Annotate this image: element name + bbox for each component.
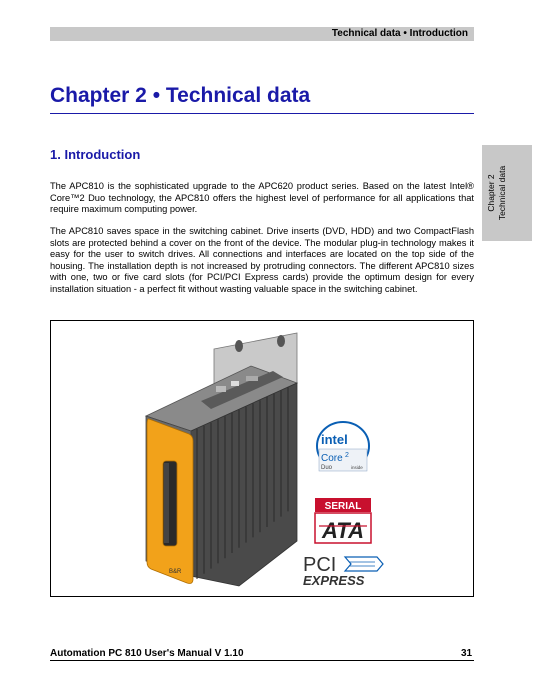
serial-ata-logo bbox=[315, 498, 371, 543]
pci-top: PCI bbox=[303, 554, 337, 576]
device-mark: B&R bbox=[169, 569, 182, 575]
intro-paragraph-1: The APC810 is the sophisticated upgrade to the APC620 product series. Based on the latest Intel® Core™2 Duo technology, the APC810 offers the highest level of performance for all applications that require maximum computing power. bbox=[50, 181, 474, 214]
intro-paragraph-2: The APC810 saves space in the switching cabinet. Drive inserts (DVD, HDD) and two CompactFlash slots are protected behind a cover on the front of the device. The modular plug-in technology makes it easy for the user to switch drives. All connections and interfaces are located on the top side of the housing. The installation depth is not increased by protruding connectors. The different APC810 sizes with one, two or five card slots (for PCI/PCI Express cards) provide the optimum design for every installation situation - a perfect fit without wasting valuable space in the switching cabinet. bbox=[50, 226, 474, 294]
sata-top: SERIAL bbox=[324, 501, 362, 512]
side-tab-label bbox=[486, 157, 508, 229]
device-front-cover bbox=[147, 419, 193, 584]
header-text: Technical data • Introduction bbox=[331, 28, 468, 39]
footer-manual-title: Automation PC 810 User's Manual V 1.10 bbox=[50, 648, 244, 659]
chapter-title: Chapter 2 • Technical data bbox=[50, 84, 311, 107]
chapter-rule bbox=[50, 113, 474, 114]
pci-express-logo bbox=[303, 554, 383, 588]
footer-page-number: 31 bbox=[461, 648, 473, 659]
side-tab-line1: Chapter 2 bbox=[486, 174, 496, 212]
sata-bottom: ATA bbox=[322, 518, 364, 543]
figure-svg bbox=[51, 321, 473, 596]
intel-core2duo-logo bbox=[317, 422, 369, 471]
intel-inside: inside bbox=[351, 465, 363, 470]
chapter-side-tab[interactable] bbox=[482, 145, 532, 241]
pci-bottom: EXPRESS bbox=[303, 573, 365, 588]
intel-word: intel bbox=[321, 432, 348, 447]
intel-core-num: 2 bbox=[345, 452, 349, 459]
product-figure bbox=[50, 320, 474, 597]
section-title: 1. Introduction bbox=[50, 147, 141, 162]
intel-core: Core bbox=[321, 453, 343, 464]
header-bar bbox=[50, 27, 474, 41]
intel-duo: Duo bbox=[321, 465, 333, 471]
side-tab-line2: Technical data bbox=[497, 165, 507, 221]
footer-rule bbox=[50, 660, 474, 661]
